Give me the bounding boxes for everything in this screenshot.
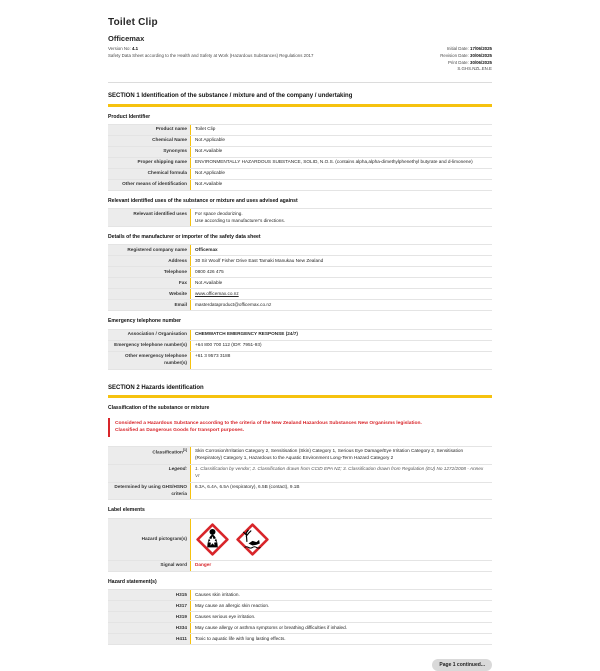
row-label: Other emergency telephone number(s) xyxy=(108,352,190,369)
table-row xyxy=(108,634,492,645)
emergency-table xyxy=(108,329,492,370)
row-label: Product name xyxy=(108,125,190,135)
row-value: Not Applicable xyxy=(190,136,492,146)
row-value xyxy=(190,289,492,299)
print-date-line xyxy=(440,60,492,67)
table-row xyxy=(108,209,492,227)
row-value: Skin Corrosion/Irritation Category 2, Sensitisation (Skin) Category 1, Serious Eye Damage/Eye Irritation Category 2, Sensitisation (Respiratory) Category 1, Hazardous to the Aquatic Environment Long-Term Hazard Category 2 xyxy=(190,447,492,464)
revision-date-label: Revision Date: xyxy=(440,52,469,58)
row-value: Not Available xyxy=(190,147,492,157)
section-2-header: SECTION 2 Hazards identification xyxy=(108,384,492,399)
row-label: Other means of identification xyxy=(108,180,190,190)
use-line: For space deodorizing. xyxy=(195,210,243,216)
row-label: Chemical Name xyxy=(108,136,190,146)
table-row xyxy=(108,623,492,634)
manufacturer-table xyxy=(108,244,492,311)
classification-heading: Classification of the substance or mixture xyxy=(108,405,210,412)
row-label: Chemical formula xyxy=(108,169,190,179)
table-row xyxy=(108,256,492,267)
row-label: Signal word xyxy=(108,561,190,571)
print-date-value: 30/06/2025 xyxy=(470,59,492,65)
row-value: CHEMWATCH EMERGENCY RESPONSE (24/7) xyxy=(190,330,492,340)
row-label: Determined by using GHS/HSNO criteria xyxy=(108,483,190,500)
row-value: Not Available xyxy=(190,180,492,190)
table-row xyxy=(108,341,492,352)
row-label: Legend: xyxy=(108,465,190,482)
table-row xyxy=(108,590,492,601)
revision-date-line xyxy=(440,53,492,60)
emergency-heading: Emergency telephone number xyxy=(108,318,182,325)
hazard-text: May cause an allergic skin reaction. xyxy=(190,601,492,611)
classification-superscript: [1] xyxy=(182,448,187,453)
row-value: Not Applicable xyxy=(190,169,492,179)
hazard-code: H334 xyxy=(108,623,190,633)
hazard-text: May cause allergy or asthma symptoms or breathing difficulties if inhaled. xyxy=(190,623,492,633)
hazard-statements-table xyxy=(108,589,492,645)
row-label: Email xyxy=(108,300,190,310)
table-row xyxy=(108,245,492,256)
table-row xyxy=(108,352,492,370)
version-label: Version No: xyxy=(108,46,131,52)
website-link[interactable]: www.officemax.co.nz xyxy=(195,291,239,297)
date-block xyxy=(440,46,492,72)
table-row xyxy=(108,483,492,501)
hazard-text: Causes skin irritation. xyxy=(190,590,492,600)
table-row xyxy=(108,158,492,169)
table-row xyxy=(108,289,492,300)
row-value: 1. Classification by vendor; 2. Classification drawn from CCID EPA NZ; 3. Classification drawn from Regulation (EU) No 1272/2008 - Annex VI xyxy=(190,465,492,482)
label-elements-heading: Label elements xyxy=(108,507,145,514)
document-meta xyxy=(108,46,492,72)
table-row xyxy=(108,601,492,612)
hazardous-substance-alert xyxy=(108,418,492,437)
revision-date-value: 30/06/2025 xyxy=(470,52,492,58)
table-row xyxy=(108,465,492,483)
sds-subtitle: Safety Data Sheet according to the Health and Safety at Work (Hazardous Substances) Regulations 2017 xyxy=(108,52,314,58)
table-row xyxy=(108,180,492,191)
initial-date-value: 17/06/2025 xyxy=(470,46,492,52)
classification-table xyxy=(108,446,492,500)
table-row xyxy=(108,169,492,180)
row-value xyxy=(190,561,492,571)
table-row xyxy=(108,300,492,311)
pictogram-cell xyxy=(190,519,492,560)
row-value: ENVIRONMENTALLY HAZARDOUS SUBSTANCE, SOLID, N.O.S. (contains alpha,alpha-dimethylphenethyl butyrate and d-limonene) xyxy=(190,158,492,168)
hazard-code: H315 xyxy=(108,590,190,600)
row-value: 30 Sir Woolf Fisher Drive East Tamaki Manukau New Zealand xyxy=(190,256,492,266)
row-value: Toilet Clip xyxy=(190,125,492,135)
row-label: Relevant identified uses xyxy=(108,209,190,226)
row-label: Proper shipping name xyxy=(108,158,190,168)
product-identifier-heading: Product Identifier xyxy=(108,113,151,120)
table-row xyxy=(108,519,492,561)
hazard-code: H317 xyxy=(108,601,190,611)
classification-label: Classification xyxy=(152,450,183,456)
email-value: masterdataproduct@officemax.co.nz xyxy=(190,300,492,310)
ghs-environment-icon xyxy=(236,523,269,556)
page-continued-badge: Page 1 continued... xyxy=(432,659,492,671)
row-label: Fax xyxy=(108,278,190,288)
header-divider xyxy=(108,82,492,83)
row-label: Synonyms xyxy=(108,147,190,157)
print-date-label: Print Date: xyxy=(448,59,469,65)
initial-date-line xyxy=(440,46,492,53)
row-value: 0800 426 475 xyxy=(190,267,492,277)
row-value: +64 800 700 112 (ID#: 7951-93) xyxy=(190,341,492,351)
hazard-text: Toxic to aquatic life with long lasting effects. xyxy=(190,634,492,644)
row-label: Association / Organisation xyxy=(108,330,190,340)
row-label: Address xyxy=(108,256,190,266)
manufacturer-heading: Details of the manufacturer or importer of the safety data sheet xyxy=(108,234,261,241)
sds-format-code: S.GHS.NZL.EN.E xyxy=(457,66,492,72)
row-label: Registered company name xyxy=(108,245,190,255)
section-1-header: SECTION 1 Identification of the substance / mixture and of the company / undertaking xyxy=(108,92,492,107)
row-label xyxy=(108,447,190,464)
row-value: Officemax xyxy=(190,245,492,255)
hazard-code: H411 xyxy=(108,634,190,644)
label-elements-table xyxy=(108,518,492,572)
table-row xyxy=(108,447,492,465)
version-value: 4.1 xyxy=(131,46,139,52)
row-value: 6.3A, 6.4A, 6.5A (respiratory), 6.5B (contact), 9.1B xyxy=(190,483,492,500)
table-row xyxy=(108,612,492,623)
table-row xyxy=(108,330,492,341)
company-name: Officemax xyxy=(108,33,145,43)
row-label: Hazard pictogram(s) xyxy=(108,519,190,560)
signal-word-danger: Danger xyxy=(195,562,212,568)
table-row xyxy=(108,136,492,147)
table-row xyxy=(108,267,492,278)
initial-date-label: Initial Date: xyxy=(446,46,469,52)
table-row xyxy=(108,125,492,136)
row-label: Website xyxy=(108,289,190,299)
relevant-uses-heading: Relevant identified uses of the substance or mixture and uses advised against xyxy=(108,197,298,204)
hazard-statements-heading: Hazard statement(s) xyxy=(108,578,157,585)
hazard-text: Causes serious eye irritation. xyxy=(190,612,492,622)
use-line: Use according to manufacturer's directions. xyxy=(195,217,285,223)
table-row xyxy=(108,147,492,158)
table-row xyxy=(108,561,492,572)
row-value xyxy=(190,209,492,226)
hazard-code: H319 xyxy=(108,612,190,622)
alert-line: Classified as Dangerous Goods for transport purposes. xyxy=(115,428,245,434)
alert-line: Considered a Hazardous Substance according to the criteria of the New Zealand Hazardous Substances New Organisms legislation. xyxy=(115,420,422,426)
row-label: Emergency telephone number(s) xyxy=(108,341,190,351)
row-label: Telephone xyxy=(108,267,190,277)
table-row xyxy=(108,278,492,289)
version-subtitle-block xyxy=(108,46,313,72)
row-value: Not Available xyxy=(190,278,492,288)
relevant-uses-table xyxy=(108,208,492,227)
product-identifier-table xyxy=(108,124,492,191)
sds-document-page xyxy=(108,0,492,668)
product-title: Toilet Clip xyxy=(108,17,158,28)
row-value: +61 3 9573 3188 xyxy=(190,352,492,369)
ghs-health-hazard-icon xyxy=(196,523,229,556)
